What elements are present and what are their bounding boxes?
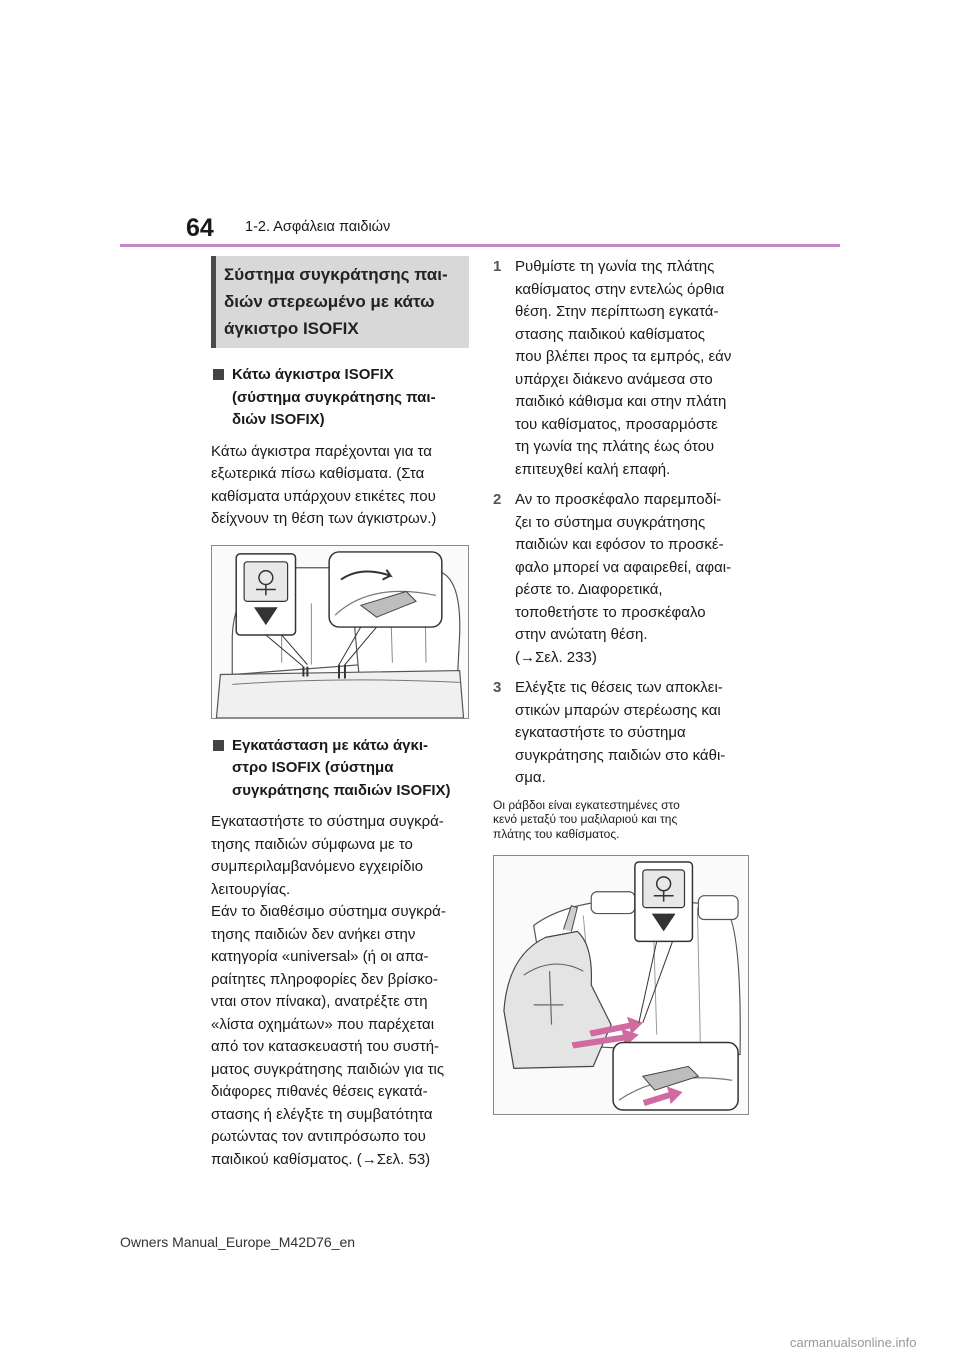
- paragraph-line: δείχνουν τη θέση των άγκιστρων.): [211, 510, 437, 527]
- step-number: 2: [493, 491, 502, 508]
- subheading-line: διών ISOFIX): [232, 411, 325, 428]
- step-line: Ρυθμίστε τη γωνία της πλάτης: [515, 258, 715, 275]
- step-line: τοποθετήστε το προσκέφαλο: [515, 603, 706, 621]
- step-line: (→Σελ. 233): [515, 648, 597, 666]
- step-line: Αν το προσκέφαλο παρεμποδί-: [515, 491, 722, 508]
- step-number: 1: [493, 258, 502, 275]
- subheading-lower-anchors: [211, 364, 469, 432]
- note-line: Οι ράβδοι είναι εγκατεστημένες στο: [493, 797, 680, 812]
- step-line: του καθίσματος, προσαρμόστε: [515, 415, 718, 433]
- step-line: καθίσματος στην εντελώς όρθια: [515, 280, 725, 298]
- paragraph-installation: [211, 811, 469, 1171]
- step-number: 3: [493, 679, 502, 696]
- rear-seat-drawing: [212, 546, 468, 718]
- step-item: [493, 256, 749, 481]
- step-line: Ελέγξτε τις θέσεις των αποκλει-: [515, 679, 723, 696]
- step-line: παιδιών και εφόσον το προσκέ-: [515, 536, 724, 553]
- section-title: 1-2. Ασφάλεια παιδιών: [245, 219, 391, 235]
- step-line: θέση. Στην περίπτωση εγκατά-: [515, 303, 719, 320]
- square-bullet-icon: [213, 740, 224, 751]
- paragraph-line: καθίσματα υπάρχουν ετικέτες που: [211, 487, 436, 505]
- step-line: επιτευχθεί καλή επαφή.: [515, 460, 671, 478]
- step-line: εγκαταστήστε το σύστημα: [515, 724, 686, 741]
- step-line: φαλο μπορεί να αφαιρεθεί, αφαι-: [515, 558, 732, 576]
- page-number: 64: [186, 214, 214, 242]
- subheading-line: Εγκατάσταση με κάτω άγκι-: [232, 736, 429, 754]
- paragraph-line: Κάτω άγκιστρα παρέχονται για τα: [211, 442, 432, 460]
- watermark: carmanualsonline.info: [790, 1335, 917, 1350]
- paragraph-line: ραίτητες πληροφορίες δεν βρίσκο-: [211, 970, 439, 988]
- subheading-line: Κάτω άγκιστρα ISOFIX: [232, 366, 394, 383]
- paragraph-line: εξωτερικά πίσω καθίσματα. (Στα: [211, 465, 425, 482]
- step-line: που βλέπει προς τα εμπρός, εάν: [515, 348, 732, 365]
- step-line: στην ανώτατη θέση.: [515, 626, 648, 643]
- subheading-line: (σύστημα συγκράτησης παι-: [232, 388, 436, 406]
- figure-note: [493, 798, 749, 842]
- callout-line: Σύστημα συγκράτησης παι-: [224, 265, 448, 284]
- paragraph-line: Εγκαταστήστε το σύστημα συγκρά-: [211, 813, 444, 830]
- paragraph-line: Εάν το διαθέσιμο σύστημα συγκρά-: [211, 903, 446, 920]
- paragraph-line: διάφορες πιθανές θέσεις εγκατά-: [211, 1083, 428, 1100]
- step-line: ζει το σύστημα συγκράτησης: [515, 513, 706, 531]
- step-line: ρέστε το. Διαφορετικά,: [515, 581, 663, 598]
- note-line: πλάτης του καθίσματος.: [493, 826, 620, 841]
- square-bullet-icon: [213, 369, 224, 380]
- paragraph-line: «λίστα οχημάτων» που παρέχεται: [211, 1015, 435, 1033]
- step-item: [493, 489, 749, 669]
- step-line: υπάρχει διάκενο ανάμεσα στο: [515, 370, 713, 388]
- subheading-line: στρο ISOFIX (σύστημα: [232, 759, 394, 776]
- left-column: [211, 256, 469, 1171]
- right-column: [493, 256, 749, 1115]
- paragraph-line: κατηγορία «universal» (ή οι απα-: [211, 948, 429, 965]
- child-seat-installation-illustration: [493, 855, 749, 1115]
- paragraph-line: ρωτώντας τον αντιπρόσωπο του: [211, 1128, 426, 1145]
- subheading-line: συγκράτησης παιδιών ISOFIX): [232, 781, 451, 799]
- callout-line: άγκιστρο ISOFIX: [224, 319, 359, 338]
- paragraph-lower-anchors: [211, 441, 469, 531]
- paragraph-line: τησης παιδιών δεν ανήκει στην: [211, 925, 416, 943]
- paragraph-line: τησης παιδιών σύμφωνα με το: [211, 835, 413, 853]
- step-line: τη γωνία της πλάτης έως ότου: [515, 438, 715, 455]
- callout-line: διών στερεωμένο με κάτω: [224, 292, 435, 311]
- paragraph-line: από τον κατασκευαστή του συστή-: [211, 1038, 440, 1055]
- paragraph-line: ματος συγκράτησης παιδιών για τις: [211, 1060, 445, 1078]
- step-line: στασης παιδικού καθίσματος: [515, 325, 706, 343]
- header-divider: [120, 244, 840, 247]
- step-line: συγκράτησης παιδιών στο κάθι-: [515, 746, 726, 764]
- step-line: στικών μπαρών στερέωσης και: [515, 701, 721, 719]
- paragraph-line: νται στον πίνακα), ανατρέξτε στη: [211, 993, 428, 1010]
- paragraph-line: λειτουργίας.: [211, 880, 291, 898]
- subheading-installation: [211, 735, 469, 803]
- step-line: σμα.: [515, 769, 546, 786]
- isofix-anchor-illustration: [211, 545, 469, 719]
- paragraph-line: στασης ή ελέγξτε τη συμβατότητα: [211, 1105, 433, 1123]
- note-line: κενό μεταξύ του μαξιλαριού και της: [493, 812, 678, 826]
- child-seat-drawing: [494, 856, 748, 1114]
- section-callout: [211, 256, 469, 348]
- footer-manual-code: Owners Manual_Europe_M42D76_en: [120, 1234, 356, 1250]
- paragraph-line: συμπεριλαμβανόμενο εγχειρίδιο: [211, 858, 424, 875]
- paragraph-line: παιδικού καθίσματος. (→Σελ. 53): [211, 1150, 431, 1168]
- step-line: παιδικό κάθισμα και στην πλάτη: [515, 393, 727, 410]
- step-item: [493, 677, 749, 790]
